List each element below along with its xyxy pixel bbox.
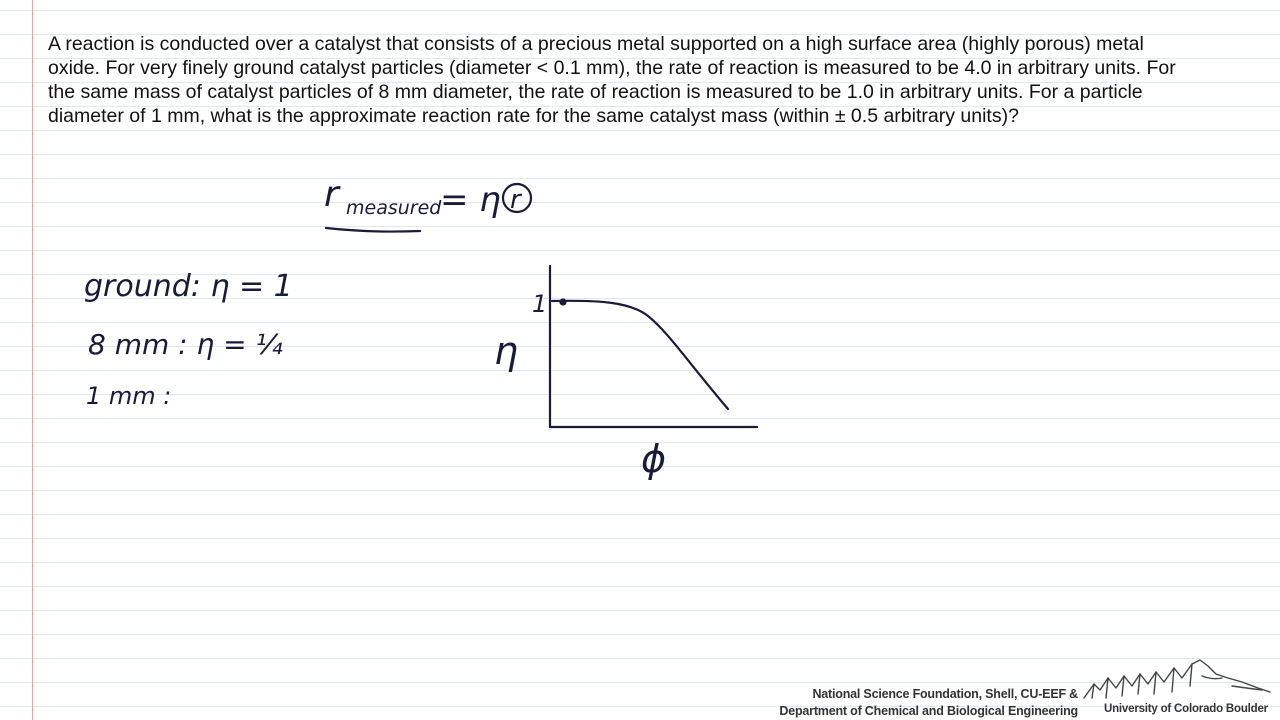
effectiveness-curve [552, 301, 728, 409]
note-ground: ground: η = 1 [84, 269, 293, 304]
problem-statement: A reaction is conducted over a catalyst that consists of a precious metal supported on a high surface area (highly porous) metal oxide. For very finely ground catalyst particles (diameter < 0.1 mm), the rate of reaction is measured to be 4.0 in arbitrary units. For the same mass of catalyst particles of 8 mm diameter, the rate of reaction is measured to be 1.0 in arbitrary units. For a particle diameter of 1 mm, what is the approximate reaction rate for the same catalyst mass (within ± 0.5 arbitrary units)? [48, 33, 1176, 127]
credits-line-2: Department of Chemical and Biological Engineering [779, 704, 1078, 718]
graph-y-label: η [494, 329, 519, 373]
equation-r-circled: r [510, 185, 521, 215]
curve-start-dot [561, 300, 566, 305]
credits-line-1: National Science Foundation, Shell, CU-EEF & [812, 687, 1078, 701]
equation-eta: = η [440, 180, 501, 220]
equation-subscript: measured [346, 197, 442, 219]
university-name: University of Colorado Boulder [1104, 703, 1268, 715]
note-8mm: 8 mm : η = ¼ [88, 328, 283, 361]
graph-tick-one: 1 [532, 290, 548, 318]
credits [779, 686, 1078, 720]
flatirons-logo [1082, 656, 1272, 702]
equation-underline [326, 228, 420, 232]
note-1mm: 1 mm : [86, 382, 172, 410]
graph-x-label: ϕ [641, 437, 667, 481]
equation-r: r [324, 174, 339, 215]
